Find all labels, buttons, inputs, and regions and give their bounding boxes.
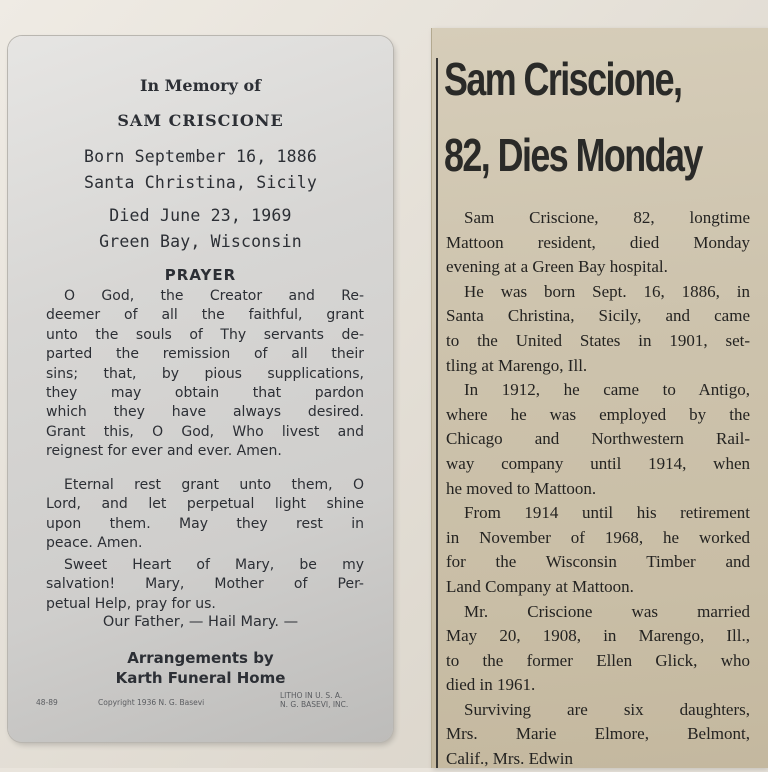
prayer-line: Eternal rest grant unto them, O: [64, 477, 364, 493]
article-line: May 20, 1908, in Marengo, Ill.,: [446, 626, 750, 646]
prayer-paragraph-1: [46, 287, 364, 462]
article-line: way company until 1914, when: [446, 453, 750, 473]
article-line: died in 1961.: [446, 675, 536, 695]
prayer-line: upon them. May they rest in: [46, 515, 364, 532]
birth-place: Santa Christina, Sicily: [83, 173, 318, 192]
article-line: evening at a Green Bay hospital.: [446, 257, 668, 277]
prayer-line: parted the remission of all their: [46, 346, 364, 363]
article-line: to the former Ellen Glick, who: [446, 650, 750, 670]
article-line: From 1914 until his retirement: [464, 503, 750, 523]
death-place: Green Bay, Wisconsin: [99, 232, 302, 251]
prayer-paragraph-2: [46, 476, 364, 554]
printer-line-2: N. G. BASEVI, INC.: [280, 700, 349, 709]
article-line: Chicago and Northwestern Rail-: [446, 429, 750, 449]
our-father-line: Our Father, — Hail Mary. —: [102, 614, 299, 630]
article-line: Calif., Mrs. Edwin: [446, 749, 574, 769]
headline-line-2: 82, Dies Monday: [444, 129, 702, 181]
column-rule: [436, 58, 438, 768]
article-line: In 1912, he came to Antigo,: [464, 380, 750, 400]
article-line: Sam Criscione, 82, longtime: [464, 208, 750, 227]
prayer-line: petual Help, pray for us.: [46, 595, 216, 612]
memorial-card: [8, 36, 393, 742]
prayer-line: Grant this, O God, Who livest and: [46, 423, 364, 440]
article-line: Santa Christina, Sicily, and came: [446, 306, 750, 326]
copyright-notice: Copyright 1936 N. G. Basevi: [98, 698, 205, 707]
article-line: tling at Marengo, Ill.: [446, 355, 588, 375]
prayer-line: reignest for ever and ever. Amen.: [46, 443, 282, 460]
birth-date: Born September 16, 1886: [83, 147, 318, 166]
card-code: 48-89: [36, 698, 58, 707]
prayer-line: deemer of all the faithful, grant: [46, 307, 364, 324]
prayer-heading: PRAYER: [164, 266, 237, 284]
prayer-line: they may obtain that pardon: [46, 384, 364, 401]
obituary-article: [446, 206, 750, 772]
article-line: Mattoon resident, died Monday: [446, 232, 750, 252]
headline-line-1: Sam Criscione,: [444, 53, 682, 105]
prayer-line: sins; that, by pious supplications,: [46, 365, 364, 382]
article-line: to the United States in 1901, set-: [446, 330, 750, 350]
prayer-paragraph-3: [46, 556, 364, 614]
death-date: Died June 23, 1969: [109, 206, 292, 225]
card-title: In Memory of: [139, 76, 262, 95]
printer-line-1: LITHO IN U. S. A.: [280, 691, 343, 700]
prayer-line: which they have always desired.: [46, 404, 364, 421]
prayer-line: peace. Amen.: [46, 535, 143, 552]
prayer-line: unto the souls of Thy servants de-: [46, 326, 364, 343]
deceased-name: SAM CRISCIONE: [117, 111, 284, 130]
article-line: Surviving are six daughters,: [464, 699, 750, 719]
funeral-home-name: Karth Funeral Home: [115, 669, 286, 687]
article-line: He was born Sept. 16, 1886, in: [464, 281, 750, 301]
article-line: in November of 1968, he worked: [446, 527, 750, 547]
article-line: Land Company at Mattoon.: [446, 576, 634, 596]
prayer-line: salvation! Mary, Mother of Per-: [46, 576, 364, 593]
prayer-line: O God, the Creator and Re-: [64, 288, 364, 304]
printer-notice: [280, 691, 348, 709]
article-line: Mr. Criscione was married: [464, 601, 750, 621]
article-line: Mrs. Marie Elmore, Belmont,: [446, 724, 750, 744]
prayer-line: Lord, and let perpetual light shine: [46, 496, 364, 513]
prayer-line: Sweet Heart of Mary, be my: [64, 557, 364, 573]
article-line: he moved to Mattoon.: [446, 478, 597, 498]
article-line: for the Wisconsin Timber and: [446, 552, 750, 572]
article-line: where he was employed by the: [446, 404, 750, 424]
arrangements-label: Arrangements by: [127, 649, 274, 667]
